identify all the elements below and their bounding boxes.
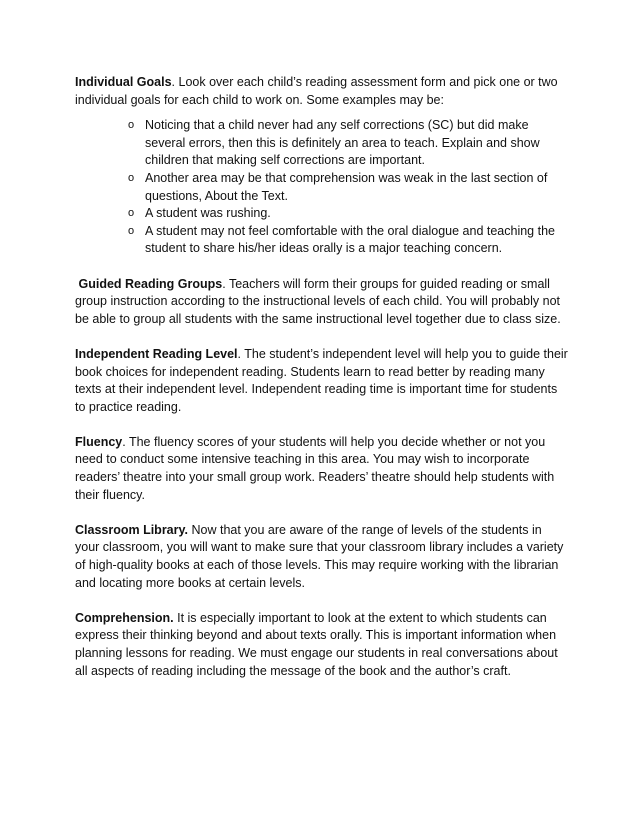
- independent-reading-heading: Independent Reading Level: [75, 346, 238, 361]
- list-item: [127, 170, 568, 205]
- fluency-heading: Fluency: [75, 434, 123, 449]
- guided-reading-heading: Guided Reading Groups: [78, 276, 223, 291]
- list-item: [127, 117, 568, 170]
- independent-reading-text: . The student’s independent level will help you to guide their book choices for independent reading. Students learn to read better by reading many texts at their independent level. Independent reading time is important time for students to practice reading.: [75, 346, 568, 414]
- list-item: [127, 205, 568, 223]
- independent-reading-paragraph: [75, 346, 568, 416]
- fluency-text: . The fluency scores of your students will help you decide whether or not you need to conduct some intensive teaching in this area. You may wish to incorporate readers’ theatre into your small group work. Readers’ theatre should help students with their fluency.: [75, 434, 555, 502]
- bullet-marker: o: [127, 171, 135, 184]
- individual-goals-examples-list: [75, 117, 568, 258]
- bullet-marker: o: [127, 119, 135, 132]
- guided-reading-paragraph: [75, 276, 568, 329]
- list-item-text: Another area may be that comprehension was weak in the last section of questions, About the Text.: [145, 170, 548, 203]
- individual-goals-heading: Individual Goals: [75, 75, 172, 89]
- list-item-text: A student was rushing.: [145, 206, 271, 221]
- classroom-library-paragraph: [75, 522, 568, 592]
- bullet-marker: o: [127, 207, 135, 220]
- individual-goals-paragraph: [75, 74, 568, 109]
- individual-goals-text: . Look over each child’s reading assessment form and pick one or two individual goals for each child to work on. Some examples may be:: [75, 75, 558, 107]
- comprehension-heading: Comprehension.: [75, 610, 174, 625]
- fluency-paragraph: [75, 434, 568, 504]
- list-item-text: A student may not feel comfortable with the oral dialogue and teaching the student to share his/her ideas orally is a major teaching concern.: [145, 223, 555, 256]
- list-item-text: Noticing that a child never had any self corrections (SC) but did make several errors, then this is definitely an area to teach. Explain and show children that making self corrections are important.: [145, 118, 540, 168]
- comprehension-paragraph: [75, 610, 568, 680]
- list-item: [127, 223, 568, 258]
- comprehension-text: It is especially important to look at the extent to which students can express their thinking beyond and about texts orally. This is important information when planning lessons for reading. We must engage our students in real conversations about all aspects of reading including the message of the book and the author’s craft.: [75, 610, 558, 678]
- bullet-marker: o: [127, 224, 135, 237]
- guided-reading-text: . Teachers will form their groups for guided reading or small group instruction according to the instructional levels of each child. You will probably not be able to group all students with the same instructional level together due to class size.: [75, 276, 561, 326]
- classroom-library-heading: Classroom Library.: [75, 522, 189, 537]
- classroom-library-text: Now that you are aware of the range of levels of the students in your classroom, you will want to make sure that your classroom library includes a variety of high-quality books at each of those levels. This may require working with the librarian and locating more books at certain levels.: [75, 522, 564, 590]
